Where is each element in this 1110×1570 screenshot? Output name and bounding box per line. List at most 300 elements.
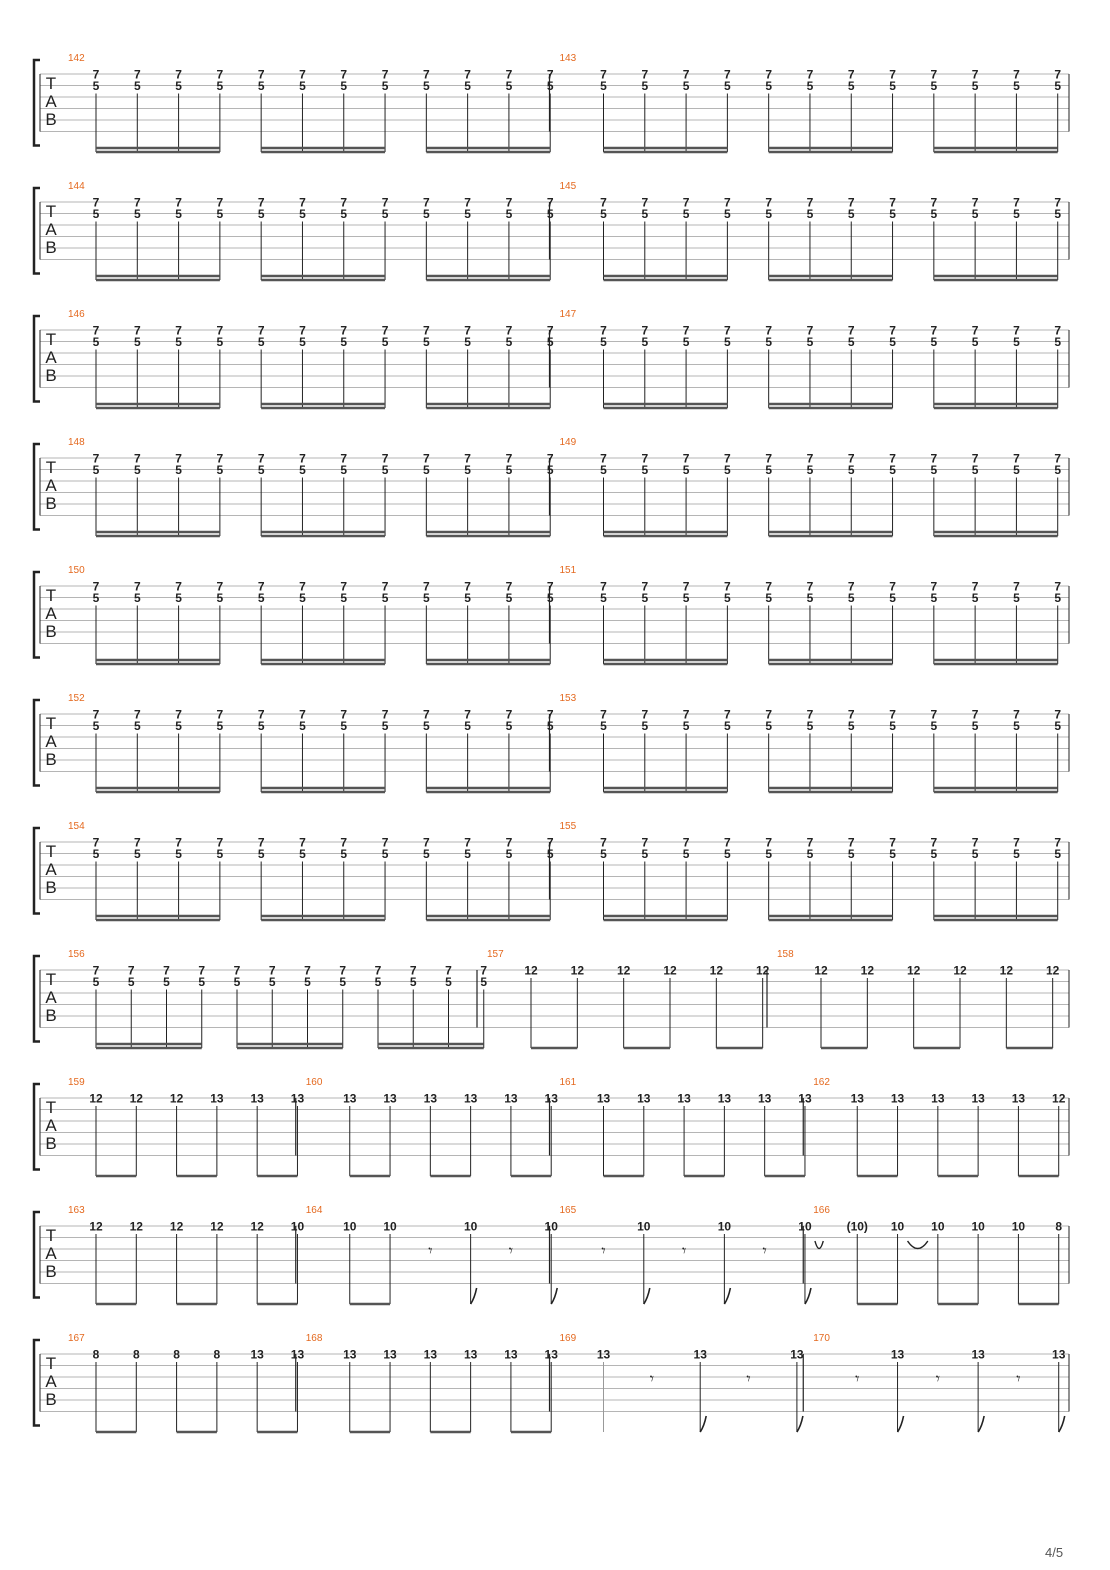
fret-number: 7	[847, 67, 855, 82]
fret-number: 13	[210, 1091, 224, 1106]
fret-number: 7	[422, 451, 430, 466]
fret-number: 5	[1054, 79, 1062, 93]
fret-number: 7	[216, 835, 224, 850]
measure-number: 152	[68, 693, 85, 704]
measure-number: 147	[559, 309, 577, 320]
measure-number: 157	[487, 949, 504, 960]
fret-number: 5	[127, 975, 135, 989]
fret-number: 7	[257, 323, 265, 338]
eighth-rest: 𝄾	[1016, 1369, 1021, 1388]
fret-number: 7	[340, 707, 348, 722]
fret-number: 5	[847, 207, 855, 221]
eighth-flag	[978, 1416, 984, 1432]
fret-number: 5	[268, 975, 276, 989]
fret-number: 5	[175, 847, 182, 861]
fret-number: 7	[682, 451, 690, 466]
measure	[68, 437, 554, 536]
eighth-flag	[551, 1288, 557, 1304]
measure	[767, 949, 1060, 1048]
fret-number: 13	[504, 1091, 518, 1106]
fret-number: 5	[422, 847, 430, 861]
fret-number: 5	[806, 591, 814, 605]
fret-number: 7	[422, 195, 430, 210]
fret-number: 5	[889, 463, 896, 477]
eighth-rest: 𝄾	[746, 1369, 751, 1388]
fret-number: 7	[765, 451, 773, 466]
tab-clef-letter: B	[45, 622, 57, 641]
fret-number: 5	[92, 847, 100, 861]
tab-clef-letter: A	[45, 348, 57, 367]
fret-number: 7	[546, 323, 554, 338]
eighth-rest: 𝄾	[508, 1241, 514, 1260]
fret-number: 5	[1013, 591, 1020, 605]
fret-number: 7	[724, 323, 731, 338]
fret-number: 7	[847, 323, 855, 338]
eighth-rest: 𝄾	[428, 1241, 433, 1260]
fret-number: 5	[806, 335, 814, 349]
staff-system	[34, 53, 1069, 152]
fret-number: 5	[546, 719, 554, 733]
staff-system	[34, 1077, 1069, 1176]
fret-number: 7	[847, 707, 855, 722]
fret-number: 5	[971, 335, 979, 349]
fret-number: 13	[677, 1091, 691, 1106]
fret-number: 5	[724, 207, 731, 221]
fret-number: 13	[383, 1347, 397, 1362]
fret-number: 7	[641, 195, 649, 210]
fret-number: 7	[889, 579, 896, 594]
fret-number: 5	[92, 591, 100, 605]
fret-number: 7	[409, 963, 417, 978]
fret-number: 5	[1013, 335, 1020, 349]
fret-number: 7	[724, 835, 731, 850]
fret-number: 13	[971, 1347, 985, 1362]
fret-number: 7	[1054, 707, 1062, 722]
fret-number: 5	[971, 207, 979, 221]
fret-number: 7	[1013, 579, 1020, 594]
fret-number: 5	[889, 719, 896, 733]
fret-number: (10)	[846, 1219, 868, 1234]
tab-clef-letter: A	[45, 988, 57, 1007]
tab-clef-letter: T	[45, 330, 57, 349]
measure	[550, 53, 1062, 152]
fret-number: 7	[216, 67, 224, 82]
fret-number: 5	[299, 335, 306, 349]
measure-number: 150	[68, 565, 85, 576]
fret-number: 5	[257, 335, 265, 349]
fret-number: 7	[127, 963, 135, 978]
staff-system	[34, 437, 1069, 536]
measure	[803, 1333, 1065, 1432]
fret-number: 5	[464, 847, 471, 861]
fret-number: 7	[381, 195, 389, 210]
fret-number: 5	[233, 975, 241, 989]
eighth-rest: 𝄾	[762, 1241, 767, 1260]
tab-clef-letter: B	[45, 1262, 57, 1281]
fret-number: 13	[798, 1091, 812, 1106]
fret-number: 5	[409, 975, 417, 989]
fret-number: 12	[89, 1091, 103, 1106]
fret-number: 5	[257, 79, 265, 93]
fret-number: 7	[340, 451, 348, 466]
fret-number: 7	[445, 963, 452, 978]
fret-number: 13	[790, 1347, 804, 1362]
fret-number: 10	[890, 1219, 905, 1234]
fret-number: 5	[381, 207, 389, 221]
fret-number: 5	[340, 335, 348, 349]
fret-number: 13	[423, 1347, 438, 1362]
fret-number: 7	[257, 67, 265, 82]
system-bracket	[34, 572, 40, 658]
fret-number: 5	[682, 207, 690, 221]
fret-number: 7	[381, 67, 389, 82]
tab-clef-letter: T	[45, 1226, 57, 1245]
measure-number: 148	[68, 437, 85, 448]
measure-number: 168	[305, 1333, 323, 1344]
fret-number: 7	[641, 835, 649, 850]
fret-number: 5	[340, 79, 348, 93]
fret-number: 13	[343, 1347, 357, 1362]
fret-number: 13	[250, 1347, 264, 1362]
fret-number: 12	[663, 963, 677, 978]
measure	[550, 1077, 812, 1176]
fret-number: 7	[381, 707, 389, 722]
fret-number: 5	[930, 335, 938, 349]
measure-number: 143	[559, 53, 577, 64]
fret-number: 13	[637, 1091, 651, 1106]
tab-clef-letter: A	[45, 604, 57, 623]
fret-number: 7	[971, 579, 979, 594]
measure-number: 149	[559, 437, 577, 448]
fret-number: 7	[299, 579, 306, 594]
fret-number: 5	[641, 463, 649, 477]
fret-number: 7	[480, 963, 488, 978]
measure-number: 170	[813, 1333, 830, 1344]
fret-number: 7	[381, 451, 389, 466]
fret-number: 5	[600, 463, 607, 477]
fret-number: 7	[724, 67, 731, 82]
fret-number: 7	[175, 835, 182, 850]
fret-number: 7	[133, 195, 141, 210]
fret-number: 5	[889, 335, 896, 349]
fret-number: 5	[971, 79, 979, 93]
fret-number: 8	[92, 1347, 100, 1362]
fret-number: 5	[299, 847, 306, 861]
fret-number: 7	[600, 835, 607, 850]
eighth-flag	[700, 1416, 706, 1432]
fret-number: 7	[546, 195, 554, 210]
fret-number: 5	[381, 719, 389, 733]
fret-number: 13	[343, 1091, 357, 1106]
fret-number: 7	[546, 451, 554, 466]
fret-number: 7	[339, 963, 347, 978]
fret-number: 7	[971, 195, 979, 210]
measure	[68, 821, 554, 920]
fret-number: 10	[637, 1219, 651, 1234]
measure-number: 144	[68, 181, 85, 192]
fret-number: 5	[216, 335, 224, 349]
eighth-flag	[805, 1288, 811, 1304]
fret-number: 5	[422, 463, 430, 477]
fret-number: 5	[546, 463, 554, 477]
fret-number: 5	[92, 975, 100, 989]
fret-number: 7	[340, 195, 348, 210]
fret-number: 5	[847, 591, 855, 605]
fret-number: 7	[600, 451, 607, 466]
fret-number: 7	[464, 451, 471, 466]
fret-number: 7	[765, 707, 773, 722]
fret-number: 5	[682, 335, 690, 349]
fret-number: 5	[257, 847, 265, 861]
fret-number: 13	[890, 1091, 905, 1106]
fret-number: 8	[213, 1347, 221, 1362]
fret-number: 7	[930, 323, 938, 338]
fret-number: 5	[600, 719, 607, 733]
fret-number: 5	[257, 591, 265, 605]
fret-number: 7	[422, 323, 430, 338]
tab-clef-letter: B	[45, 110, 57, 129]
measure	[68, 53, 554, 152]
fret-number: 7	[381, 323, 389, 338]
fret-number: 13	[250, 1091, 264, 1106]
fret-number: 7	[92, 707, 100, 722]
fret-number: 7	[133, 707, 141, 722]
fret-number: 5	[765, 719, 773, 733]
measure-number: 166	[813, 1205, 830, 1216]
measure	[803, 1205, 1062, 1304]
fret-number: 5	[505, 591, 513, 605]
fret-number: 7	[641, 451, 649, 466]
fret-number: 5	[216, 719, 224, 733]
fret-number: 7	[505, 579, 513, 594]
measure	[68, 949, 487, 1048]
fret-number: 7	[889, 451, 896, 466]
eighth-rest: 𝄾	[681, 1241, 687, 1260]
fret-number: 5	[175, 463, 182, 477]
fret-number: 10	[290, 1219, 305, 1234]
fret-number: 7	[175, 451, 182, 466]
fret-number: 7	[422, 835, 430, 850]
fret-number: 7	[464, 579, 471, 594]
fret-number: 5	[889, 207, 896, 221]
fret-number: 5	[1054, 335, 1062, 349]
fret-number: 5	[216, 847, 224, 861]
measure-number: 163	[68, 1205, 85, 1216]
fret-number: 13	[596, 1091, 611, 1106]
fret-number: 5	[92, 463, 100, 477]
fret-number: 13	[596, 1347, 611, 1362]
system-bracket	[34, 316, 40, 402]
measure	[550, 437, 1062, 536]
fret-number: 7	[930, 67, 938, 82]
fret-number: 7	[198, 963, 206, 978]
fret-number: 12	[999, 963, 1014, 978]
fret-number: 5	[682, 591, 690, 605]
fret-number: 7	[546, 835, 554, 850]
fret-number: 7	[92, 195, 100, 210]
fret-number: 5	[682, 79, 690, 93]
tab-clef-letter: B	[45, 366, 57, 385]
system-bracket	[34, 1212, 40, 1298]
fret-number: 5	[971, 719, 979, 733]
fret-number: 5	[133, 463, 141, 477]
fret-number: 5	[299, 207, 306, 221]
fret-number: 8	[173, 1347, 180, 1362]
fret-number: 7	[92, 963, 100, 978]
fret-number: 7	[724, 451, 731, 466]
fret-number: 7	[682, 707, 690, 722]
fret-number: 7	[133, 451, 141, 466]
fret-number: 5	[464, 335, 471, 349]
fret-number: 12	[953, 963, 967, 978]
fret-number: 13	[971, 1091, 985, 1106]
fret-number: 7	[92, 579, 100, 594]
fret-number: 7	[505, 707, 513, 722]
fret-number: 7	[847, 195, 855, 210]
fret-number: 5	[847, 463, 855, 477]
fret-number: 7	[505, 323, 513, 338]
fret-number: 5	[641, 207, 649, 221]
fret-number: 7	[381, 579, 389, 594]
fret-number: 5	[889, 79, 896, 93]
fret-number: 7	[133, 835, 141, 850]
fret-number: 7	[682, 579, 690, 594]
measure	[803, 1077, 1065, 1176]
fret-number: 5	[682, 847, 690, 861]
fret-number: 5	[724, 79, 731, 93]
fret-number: 7	[216, 323, 224, 338]
fret-number: 5	[198, 975, 206, 989]
fret-number: 5	[765, 591, 773, 605]
tab-clef-letter: T	[45, 202, 57, 221]
fret-number: 5	[422, 79, 430, 93]
tab-clef-letter: B	[45, 1134, 57, 1153]
fret-number: 7	[765, 579, 773, 594]
eighth-flag	[898, 1416, 904, 1432]
tab-clef-letter: A	[45, 1244, 57, 1263]
fret-number: 10	[463, 1219, 478, 1234]
fret-number: 7	[464, 67, 471, 82]
fret-number: 5	[299, 79, 306, 93]
fret-number: 5	[480, 975, 488, 989]
measure-number: 158	[777, 949, 794, 960]
fret-number: 5	[1013, 463, 1020, 477]
fret-number: 7	[464, 835, 471, 850]
fret-number: 5	[765, 79, 773, 93]
fret-number: 7	[1013, 835, 1020, 850]
fret-number: 13	[931, 1091, 945, 1106]
fret-number: 7	[299, 451, 306, 466]
fret-number: 12	[89, 1219, 103, 1234]
fret-number: 5	[257, 719, 265, 733]
fret-number: 7	[847, 451, 855, 466]
fret-number: 5	[216, 79, 224, 93]
fret-number: 7	[299, 835, 306, 850]
fret-number: 5	[133, 207, 141, 221]
fret-number: 7	[930, 835, 938, 850]
fret-number: 5	[1054, 207, 1062, 221]
fret-number: 5	[464, 591, 471, 605]
fret-number: 5	[216, 207, 224, 221]
fret-number: 5	[971, 591, 979, 605]
measure	[550, 693, 1062, 792]
tab-clef-letter: A	[45, 1116, 57, 1135]
fret-number: 5	[600, 335, 607, 349]
fret-number: 5	[806, 463, 814, 477]
fret-number: 7	[724, 707, 731, 722]
fret-number: 5	[175, 719, 182, 733]
fret-number: 12	[129, 1091, 143, 1106]
fret-number: 5	[505, 463, 513, 477]
fret-number: 5	[133, 335, 141, 349]
fret-number: 7	[505, 67, 513, 82]
fret-number: 7	[600, 67, 607, 82]
fret-number: 5	[600, 79, 607, 93]
fret-number: 7	[930, 579, 938, 594]
fret-number: 5	[381, 591, 389, 605]
fret-number: 13	[423, 1091, 438, 1106]
fret-number: 5	[1054, 591, 1062, 605]
measure	[550, 1333, 804, 1432]
fret-number: 13	[1052, 1347, 1066, 1362]
fret-number: 7	[92, 67, 100, 82]
tab-clef-letter: A	[45, 476, 57, 495]
fret-number: 7	[806, 835, 814, 850]
fret-number: 5	[175, 335, 182, 349]
fret-number: 5	[216, 591, 224, 605]
fret-number: 5	[422, 207, 430, 221]
system-bracket	[34, 700, 40, 786]
fret-number: 5	[600, 591, 607, 605]
fret-number: 5	[464, 207, 471, 221]
eighth-rest: 𝄾	[601, 1241, 606, 1260]
fret-number: 13	[463, 1347, 478, 1362]
fret-number: 13	[757, 1091, 772, 1106]
tab-clef-letter: T	[45, 970, 57, 989]
fret-number: 7	[806, 323, 814, 338]
measure	[550, 309, 1062, 408]
fret-number: 7	[1013, 195, 1020, 210]
fret-number: 10	[717, 1219, 732, 1234]
fret-number: 5	[546, 207, 554, 221]
fret-number: 5	[847, 719, 855, 733]
fret-number: 12	[250, 1219, 264, 1234]
fret-number: 7	[806, 67, 814, 82]
fret-number: 5	[724, 463, 731, 477]
fret-number: 7	[889, 67, 896, 82]
fret-number: 7	[847, 835, 855, 850]
staff-system	[34, 821, 1069, 920]
fret-number: 10	[343, 1219, 357, 1234]
fret-number: 13	[544, 1347, 558, 1362]
fret-number: 7	[381, 835, 389, 850]
fret-number: 5	[546, 847, 554, 861]
fret-number: 7	[682, 323, 690, 338]
fret-number: 12	[1052, 1091, 1066, 1106]
fret-number: 10	[383, 1219, 397, 1234]
fret-number: 7	[600, 323, 607, 338]
fret-number: 7	[216, 195, 224, 210]
fret-number: 5	[464, 719, 471, 733]
fret-number: 7	[163, 963, 170, 978]
staff-system	[34, 181, 1069, 280]
fret-number: 5	[889, 591, 896, 605]
fret-number: 7	[1054, 579, 1062, 594]
measure-number: 156	[68, 949, 85, 960]
fret-number: 7	[92, 451, 100, 466]
fret-number: 7	[175, 323, 182, 338]
fret-number: 5	[724, 719, 731, 733]
